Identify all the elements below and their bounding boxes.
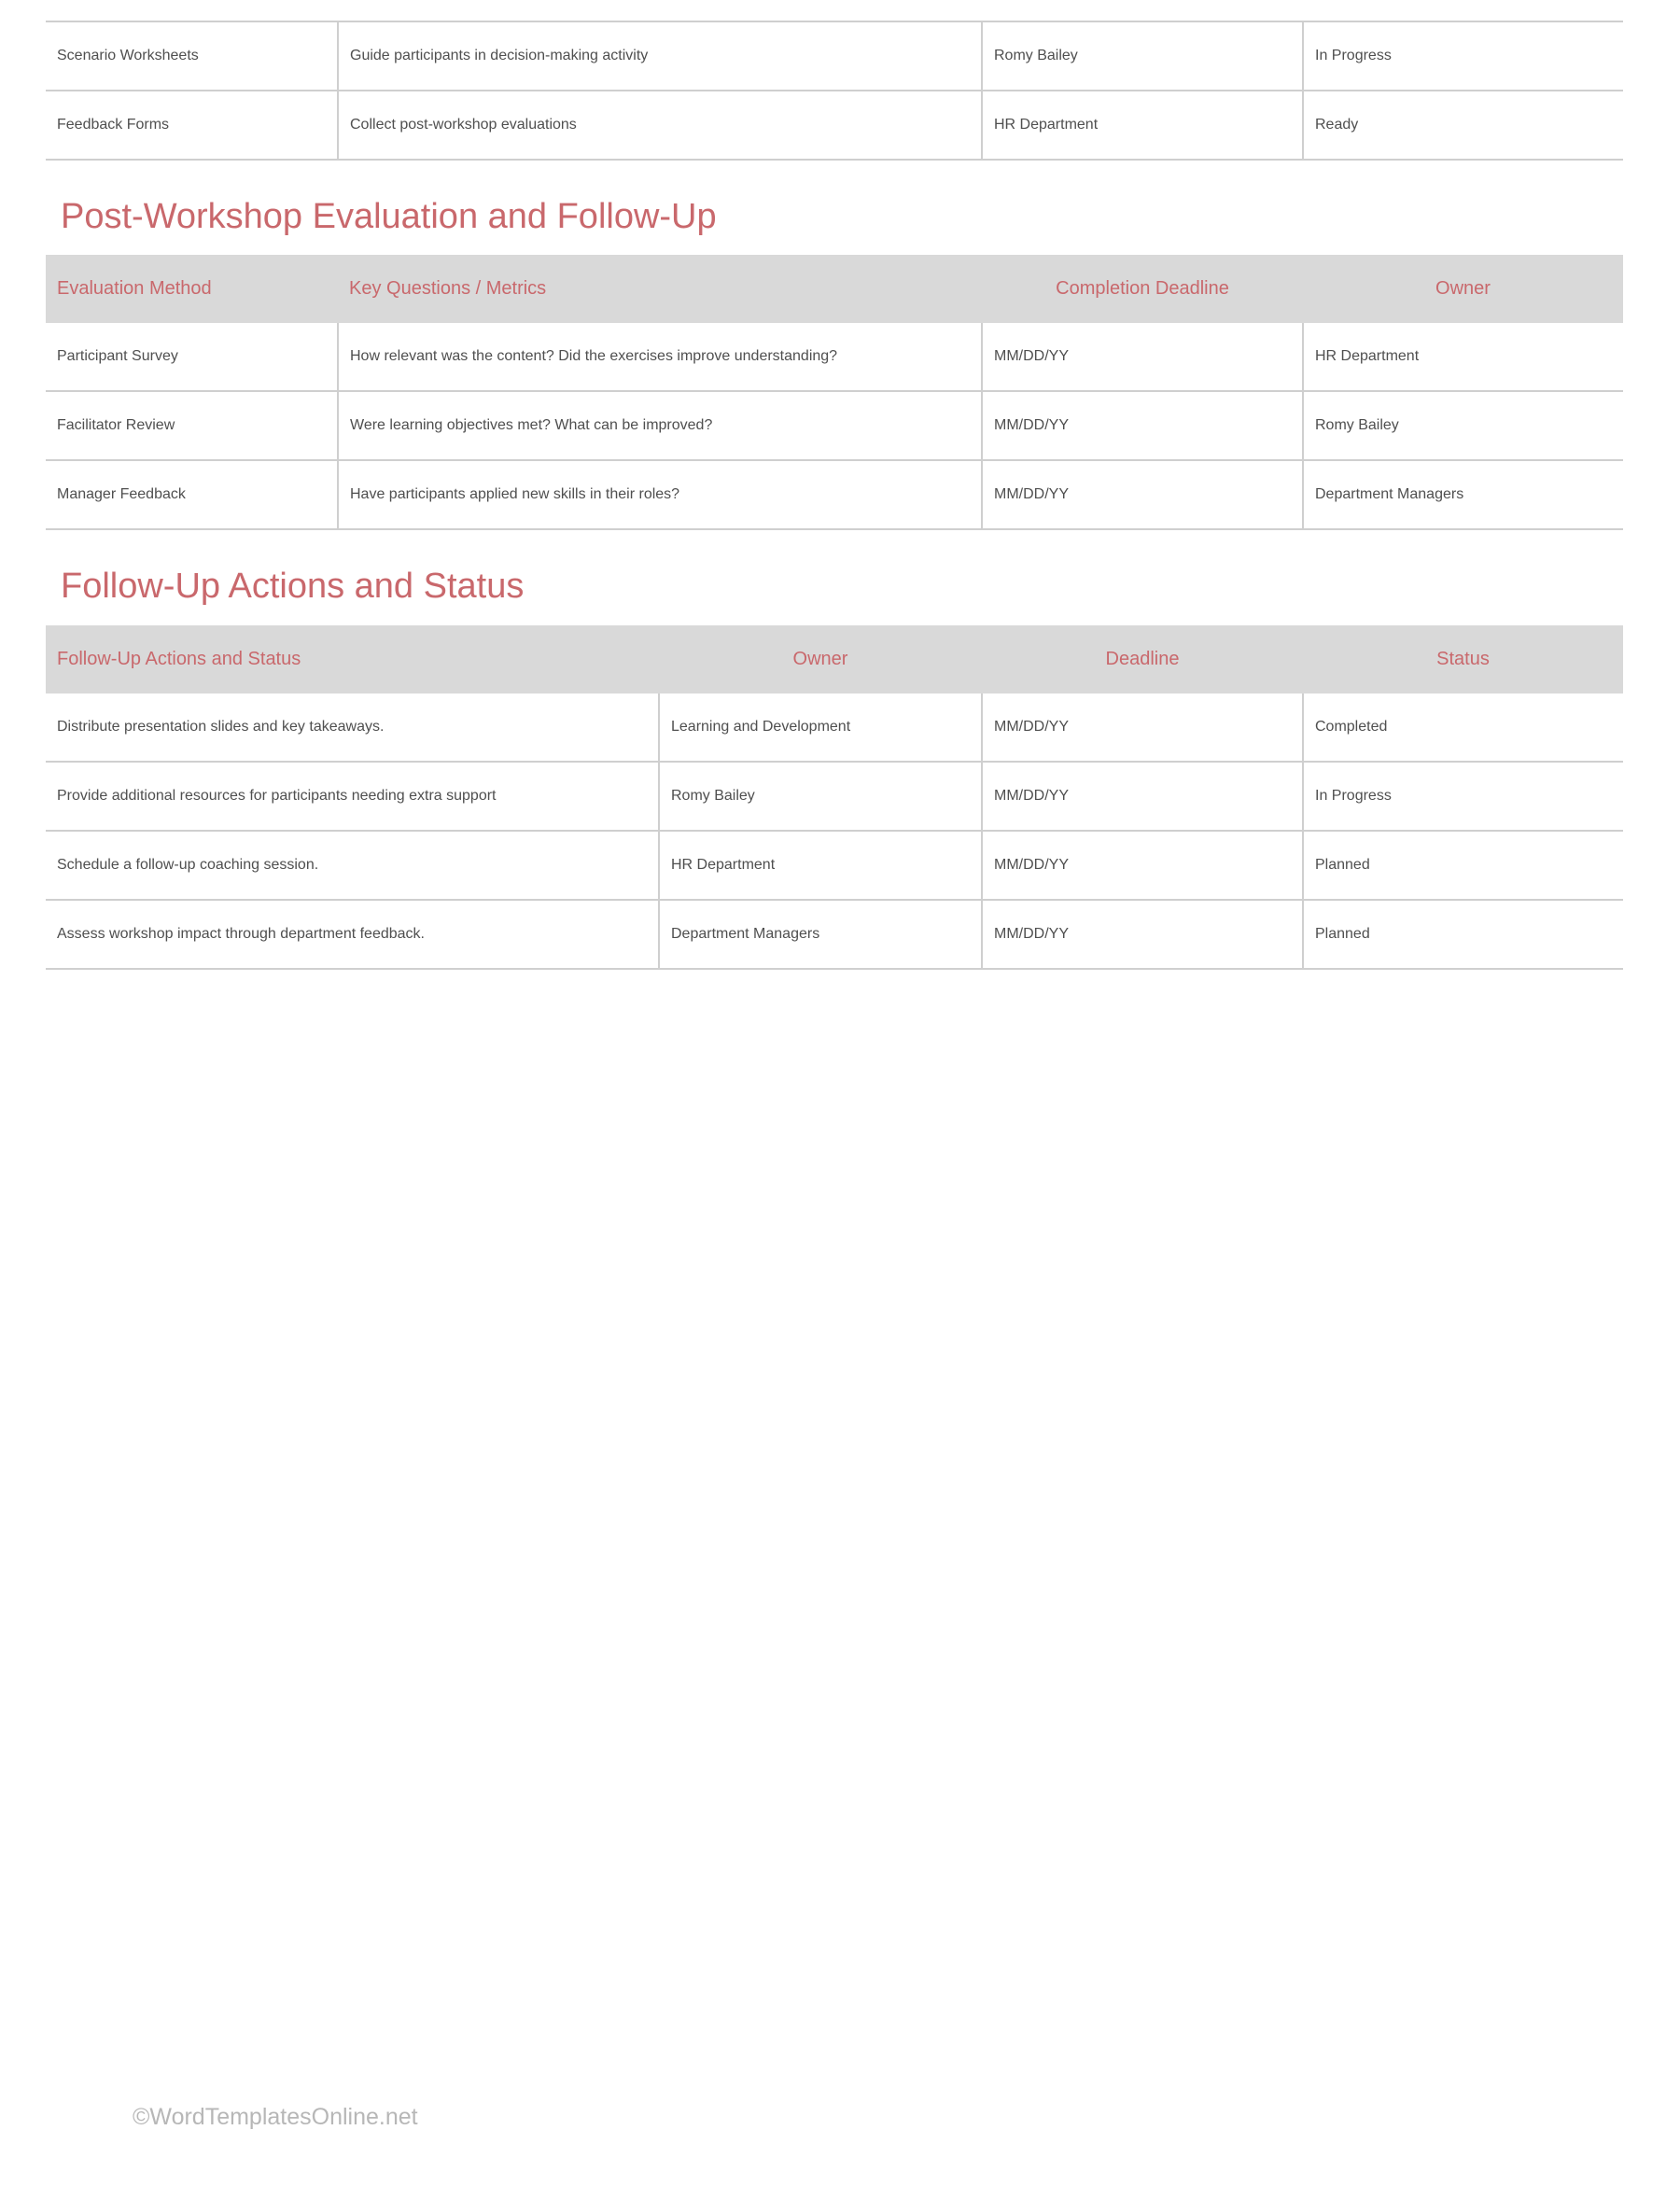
follow-up-owner: Learning and Development <box>659 694 982 762</box>
evaluation-method: Manager Feedback <box>46 460 338 529</box>
evaluation-questions: Have participants applied new skills in their roles? <box>338 460 982 529</box>
follow-up-owner: Department Managers <box>659 900 982 969</box>
follow-up-owner: HR Department <box>659 831 982 900</box>
table-row <box>46 831 1623 900</box>
section-title-follow-up: Follow-Up Actions and Status <box>61 567 525 606</box>
column-header-completion-deadline: Completion Deadline <box>982 255 1303 323</box>
follow-up-action: Provide additional resources for participants needing extra support <box>46 762 659 831</box>
evaluation-table <box>46 255 1623 530</box>
evaluation-deadline: MM/DD/YY <box>982 391 1303 460</box>
follow-up-action: Assess workshop impact through department feedback. <box>46 900 659 969</box>
material-owner: Romy Bailey <box>982 21 1303 91</box>
table-row <box>46 91 1623 160</box>
follow-up-owner: Romy Bailey <box>659 762 982 831</box>
column-header-evaluation-method: Evaluation Method <box>46 255 338 323</box>
material-name: Scenario Worksheets <box>46 21 338 91</box>
column-header-deadline: Deadline <box>982 625 1303 694</box>
column-header-follow-up-actions: Follow-Up Actions and Status <box>46 625 659 694</box>
material-purpose: Collect post-workshop evaluations <box>338 91 982 160</box>
follow-up-status: In Progress <box>1303 762 1623 831</box>
evaluation-questions: Were learning objectives met? What can be improved? <box>338 391 982 460</box>
document-page <box>46 0 1623 970</box>
table-row <box>46 21 1623 91</box>
evaluation-method: Participant Survey <box>46 323 338 391</box>
follow-up-table <box>46 625 1623 970</box>
table-row <box>46 323 1623 391</box>
follow-up-action: Distribute presentation slides and key takeaways. <box>46 694 659 762</box>
follow-up-status: Planned <box>1303 831 1623 900</box>
material-status: In Progress <box>1303 21 1623 91</box>
follow-up-deadline: MM/DD/YY <box>982 762 1303 831</box>
footer-copyright: ©WordTemplatesOnline.net <box>133 2104 418 2130</box>
follow-up-deadline: MM/DD/YY <box>982 900 1303 969</box>
material-purpose: Guide participants in decision-making activity <box>338 21 982 91</box>
follow-up-deadline: MM/DD/YY <box>982 694 1303 762</box>
evaluation-owner: Romy Bailey <box>1303 391 1623 460</box>
table-row <box>46 762 1623 831</box>
material-status: Ready <box>1303 91 1623 160</box>
table-row <box>46 900 1623 969</box>
table-header-row <box>46 625 1623 694</box>
materials-table <box>46 21 1623 161</box>
table-row <box>46 460 1623 529</box>
material-owner: HR Department <box>982 91 1303 160</box>
evaluation-questions: How relevant was the content? Did the exercises improve understanding? <box>338 323 982 391</box>
follow-up-deadline: MM/DD/YY <box>982 831 1303 900</box>
evaluation-deadline: MM/DD/YY <box>982 323 1303 391</box>
table-header-row <box>46 255 1623 323</box>
follow-up-action: Schedule a follow-up coaching session. <box>46 831 659 900</box>
column-header-status: Status <box>1303 625 1623 694</box>
follow-up-status: Completed <box>1303 694 1623 762</box>
column-header-key-questions: Key Questions / Metrics <box>338 255 982 323</box>
evaluation-owner: Department Managers <box>1303 460 1623 529</box>
evaluation-deadline: MM/DD/YY <box>982 460 1303 529</box>
table-row <box>46 391 1623 460</box>
evaluation-method: Facilitator Review <box>46 391 338 460</box>
follow-up-status: Planned <box>1303 900 1623 969</box>
section-title-evaluation: Post-Workshop Evaluation and Follow-Up <box>61 197 717 236</box>
column-header-owner: Owner <box>1303 255 1623 323</box>
material-name: Feedback Forms <box>46 91 338 160</box>
evaluation-owner: HR Department <box>1303 323 1623 391</box>
table-row <box>46 694 1623 762</box>
column-header-owner: Owner <box>659 625 982 694</box>
